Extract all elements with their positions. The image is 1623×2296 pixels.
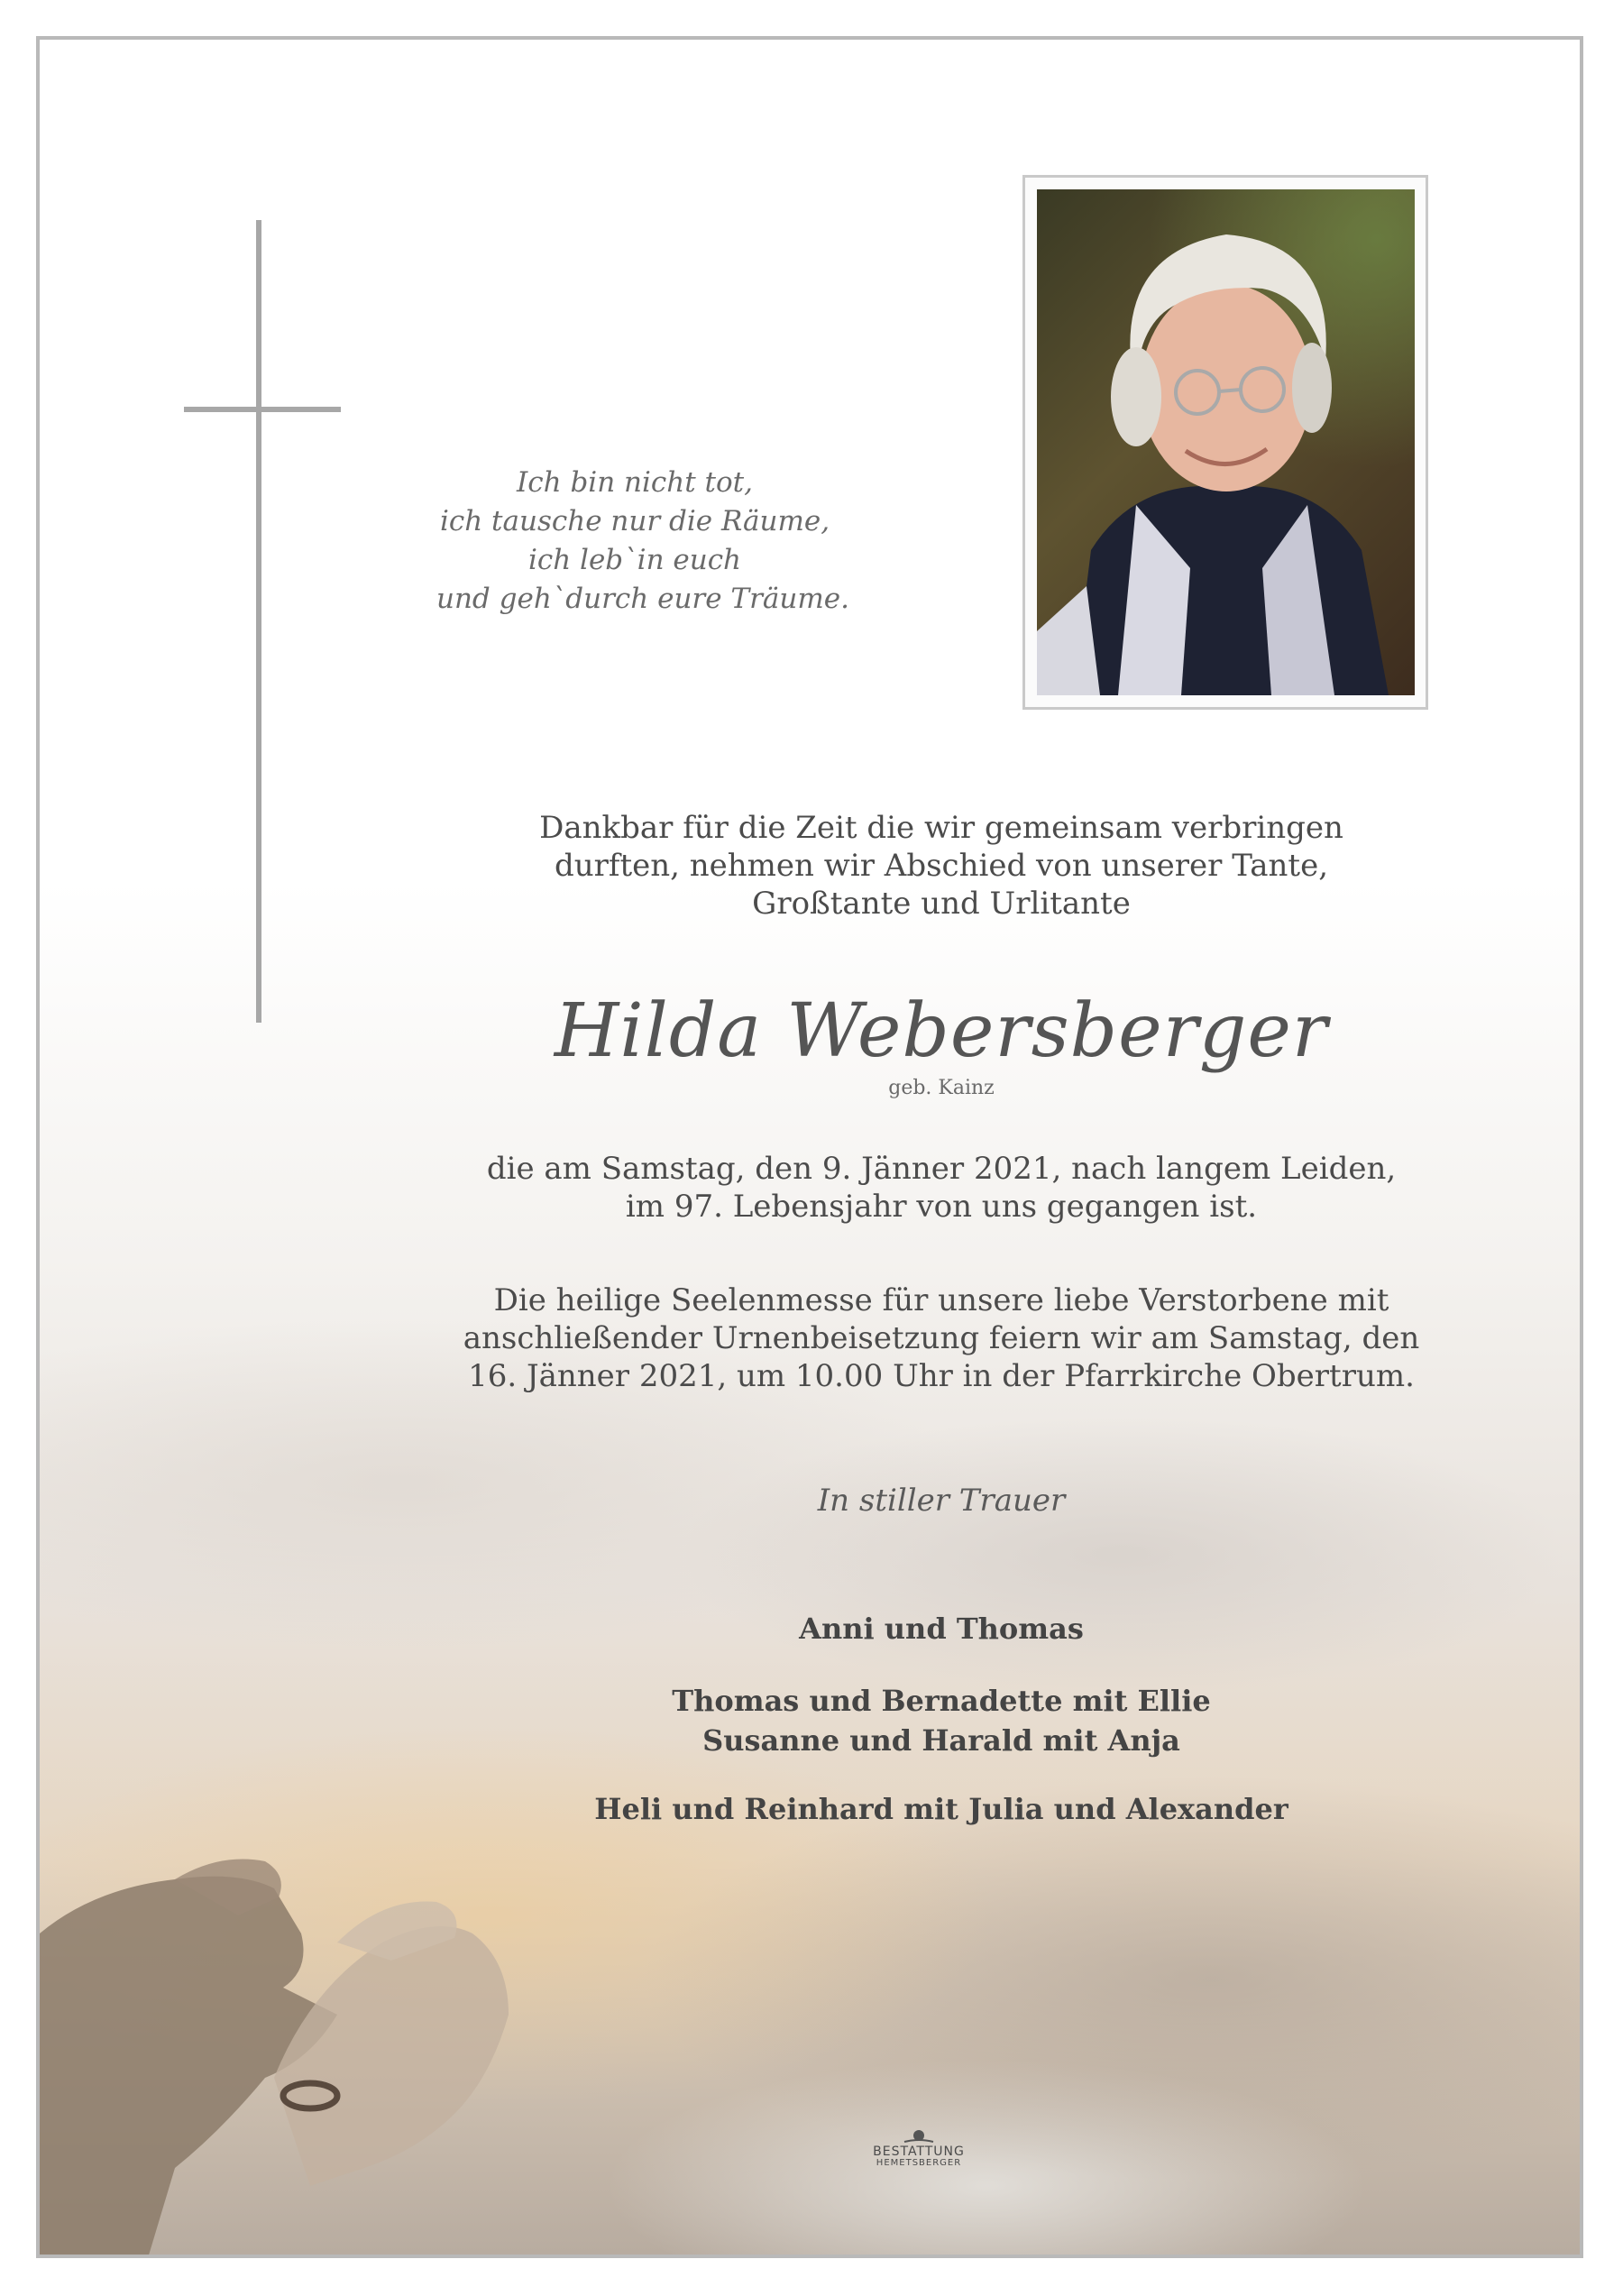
mass-notice-line: 16. Jänner 2021, um 10.00 Uhr in der Pfarrkirche Obertrum.	[468, 1358, 1415, 1394]
funeral-home-logo	[851, 2127, 986, 2169]
poem-line: ich tausche nur die Räume,	[439, 505, 830, 537]
family-group	[436, 1609, 1446, 1649]
family-member-line: Thomas und Bernadette mit Ellie	[672, 1684, 1211, 1718]
hands-illustration	[40, 1807, 671, 2258]
intro-line: durften, nehmen wir Abschied von unserer Tante,	[554, 848, 1329, 884]
mass-notice-line: Die heilige Seelenmesse für unsere liebe Verstorbene mit	[493, 1282, 1389, 1318]
portrait-illustration	[1037, 189, 1415, 695]
intro-line: Großtante und Urlitante	[752, 886, 1131, 922]
rose-icon	[901, 2127, 937, 2145]
death-notice-line: im 97. Lebensjahr von uns gegangen ist.	[625, 1189, 1258, 1225]
poem	[436, 464, 849, 619]
logo-line-2: HEMETSBERGER	[876, 2158, 962, 2168]
portrait-frame	[1022, 175, 1428, 710]
poem-line: ich leb`in euch	[527, 544, 742, 576]
grief-line: In stiller Trauer	[817, 1483, 1066, 1519]
cross-horizontal-bar	[184, 407, 341, 412]
mass-notice-line: anschließender Urnenbeisetzung feiern wir am Samstag, den	[463, 1320, 1420, 1356]
logo-line-1: BESTATTUNG	[873, 2144, 965, 2159]
mass-notice	[436, 1281, 1446, 1395]
obituary-card	[36, 36, 1583, 2258]
portrait-photo	[1037, 189, 1415, 695]
poem-line: Ich bin nicht tot,	[517, 466, 753, 499]
deceased-name: Hilda Webersberger	[554, 988, 1329, 1074]
intro-text	[436, 809, 1446, 923]
family-group	[436, 1681, 1446, 1760]
intro-line: Dankbar für die Zeit die wir gemeinsam verbringen	[539, 810, 1343, 846]
family-member-line: Anni und Thomas	[799, 1612, 1084, 1646]
family-member-line: Heli und Reinhard mit Julia und Alexander	[594, 1792, 1288, 1826]
birth-name: geb. Kainz	[888, 1077, 995, 1099]
death-notice	[436, 1150, 1446, 1226]
poem-line: und geh`durch eure Träume.	[436, 583, 849, 615]
cross-vertical-bar	[256, 220, 261, 1023]
death-notice-line: die am Samstag, den 9. Jänner 2021, nach langem Leiden,	[486, 1151, 1397, 1187]
family-member-line: Susanne und Harald mit Anja	[702, 1723, 1180, 1758]
